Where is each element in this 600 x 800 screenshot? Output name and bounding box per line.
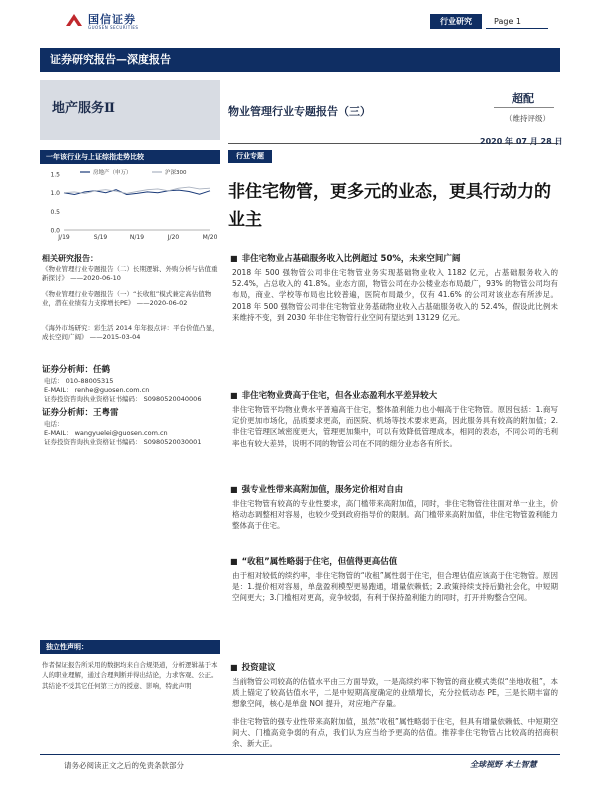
footer-slogan: 全球视野 本土智慧 bbox=[470, 760, 537, 769]
x-tick-label: N/19 bbox=[129, 234, 145, 241]
bullet-heading: ■ 强专业性带来高附加值，服务定价相对自由 bbox=[230, 484, 560, 496]
bullet-heading: ■ “收租”属性略弱于住宅，但值得更高估值 bbox=[230, 556, 560, 568]
analyst-cert: 证券投资咨询执业资格证书编码： S0980520040006 bbox=[44, 395, 202, 403]
y-tick-label: 1.0 bbox=[50, 190, 60, 198]
legend-label: 房地产（申万） bbox=[93, 170, 132, 176]
related-report-item: 《海外市场研究：彩生活 2014 年年报点评：平台价值凸显，成长空间广阔》 ——2015-03-04 bbox=[42, 324, 219, 341]
bullet-paragraph: 非住宅物管的强专业性带来高附加值，虽然“收租”属性略弱于住宅，但具有增量依赖低、中短期空间大、门槛高竞争弱的有点，我们认为应当给予更高的估值。推荐非住宅物管占比较高的招商积余、新大正。 bbox=[232, 717, 558, 749]
disclaimer-title: 独立性声明： bbox=[40, 640, 220, 654]
bullet-paragraph: 当前物管公司较高的估值水平由三方面导致，一是高续约率下物管的商业模式类似“坐地收租”，本质上锚定了较高估值水平，二是中短期高度确定的业绩增长，充分拉低动态 PE，三是长期丰富的想象空间，核心是单盘 NOI 提升，对应地产存量。 bbox=[232, 677, 558, 709]
rating-divider bbox=[494, 107, 554, 108]
x-tick-label: J/20 bbox=[167, 234, 180, 241]
x-tick-label: J/19 bbox=[58, 234, 70, 241]
related-reports-title: 相关研究报告： bbox=[42, 254, 98, 263]
related-report-item: 《物业管理行业专题报告（二）长期逻辑、外购分析与估值重新探讨》 ——2020-06-10 bbox=[42, 265, 218, 282]
rating-sub: （维持评级） bbox=[505, 114, 550, 123]
y-tick-label: 0.5 bbox=[50, 208, 60, 216]
bullet-heading: ■ 投资建议 bbox=[230, 662, 560, 674]
page-number: Page 1 bbox=[486, 14, 548, 29]
section-tag: 行业专题 bbox=[228, 150, 272, 163]
trend-chart bbox=[40, 166, 220, 248]
related-report-item: 《物业管理行业专题报告（一）“长收租”模式兼定高估值物业，潜在业绩有力支撑增长PE》 ——2020-06-02 bbox=[42, 290, 212, 307]
bullet-paragraph: 非住宅物管有较高的专业性要求，高门槛带来高附加值，同时，非住宅物管往往面对单一业主，价格动态调整相对容易，也较少受到政府指导价的限制。高门槛带来高附加值，非住宅物管盈利能力整体高于住宅。 bbox=[232, 499, 558, 531]
footer-note: 请务必阅读正文之后的免责条款部分 bbox=[64, 761, 184, 770]
headline: 非住宅物管，更多元的业态，更具行动力的业主 bbox=[228, 182, 551, 230]
series-line-1 bbox=[64, 190, 210, 195]
sector-label: 地产服务Ⅱ bbox=[52, 101, 115, 116]
x-tick-label: M/20 bbox=[202, 234, 218, 241]
disclaimer-body: 作者保证报告所采用的数据均来自合规渠道，分析逻辑基于本人的职业理解，通过合理判断并得出结论，力求客观、公正。其结论不受其它任何第三方的授意、影响，特此声明 bbox=[42, 661, 218, 690]
bullet-paragraph: 非住宅物管平均物业费水平普遍高于住宅，整体盈利能力也小幅高于住宅物管。原因包括：1.商写定价更加市场化，品质要求更高，而医院、机场等技术要求更高，因此服务具有较高的附加值；2.非住宅管理区域密度更大，管理更加集中，可以有效降低管理成本，相同的表态，不同公司的毛利率也有较大差异，说明不同的物管公司在不同的细分业态各有所长。 bbox=[232, 405, 558, 448]
analyst-name: 证券分析师：王粤雷 bbox=[42, 408, 119, 418]
analyst-phone: 电话： 010-88005315 bbox=[44, 377, 114, 385]
logo-subtext: GUOSEN SECURITIES bbox=[88, 25, 139, 30]
bullet-heading: ■ 非住宅物业占基础服务收入比例超过 50%，未来空间广阔 bbox=[230, 253, 560, 265]
bullet-paragraph: 由于相对较低的续约率，非住宅物管的“收租”属性弱于住宅，但合理估值应该高于住宅物管。原因是：1.提价相对容易，单盘盈利模型更易跑通，增量依赖低；2.政策持续支持后勤社会化，中短期空间更大；3.门槛相对更高，竞争较弱，有利于保持盈利能力的同时，打开并购整合空间。 bbox=[232, 571, 558, 603]
footer-divider bbox=[40, 754, 560, 755]
analyst-name: 证券分析师：任鹤 bbox=[42, 365, 111, 375]
report-type-banner: 证券研究报告—深度报告 bbox=[40, 48, 560, 72]
bullet-heading: ■ 非住宅物业费高于住宅，但各业态盈利水平差异较大 bbox=[230, 390, 560, 402]
chart-title: 一年该行业与上证综指走势比较 bbox=[40, 150, 220, 164]
analyst-email: E-MAIL： wangyuelei@guosen.com.cn bbox=[44, 429, 168, 437]
header-tag: 行业研究 bbox=[430, 14, 482, 29]
series-line-2 bbox=[64, 187, 210, 193]
rating: 超配 bbox=[512, 92, 534, 105]
logo-text: 国信证券 bbox=[88, 13, 136, 26]
logo-icon bbox=[64, 12, 84, 30]
legend-label: 沪深300 bbox=[165, 170, 187, 176]
report-title: 物业管理行业专题报告（三） bbox=[228, 105, 371, 118]
y-tick-label: 0.0 bbox=[50, 227, 60, 235]
analyst-cert: 证券投资咨询执业资格证书编码： S0980520030001 bbox=[44, 438, 202, 446]
report-date: 2020 年 07 月 28 日 bbox=[480, 137, 563, 146]
x-tick-label: S/19 bbox=[93, 234, 108, 241]
analyst-phone: 电话： bbox=[44, 420, 64, 428]
bullet-paragraph: 2018 年 500 强物管公司非住宅物管业务实现基础物业收入 1182 亿元，占基础服务收入的 52.4%，占总收入的 41.8%。业态方面，物管公司在办公楼业态布局最广，93% 的物管公司均有布局，商业、学校等布局也比较普遍，医院布局最少，仅有 41.6% 的公司对该业态有所涉足。2018 年 500 强物管公司非住宅物管业务基础物业收入占基础服务收入的 52.4%，假设此比例未来维持不变，到 2030 年非住宅物管行业空间有望达到 13129 亿元。 bbox=[232, 268, 558, 322]
analyst-email: E-MAIL： renhe@guosen.com.cn bbox=[44, 386, 150, 394]
y-tick-label: 1.5 bbox=[50, 171, 60, 179]
